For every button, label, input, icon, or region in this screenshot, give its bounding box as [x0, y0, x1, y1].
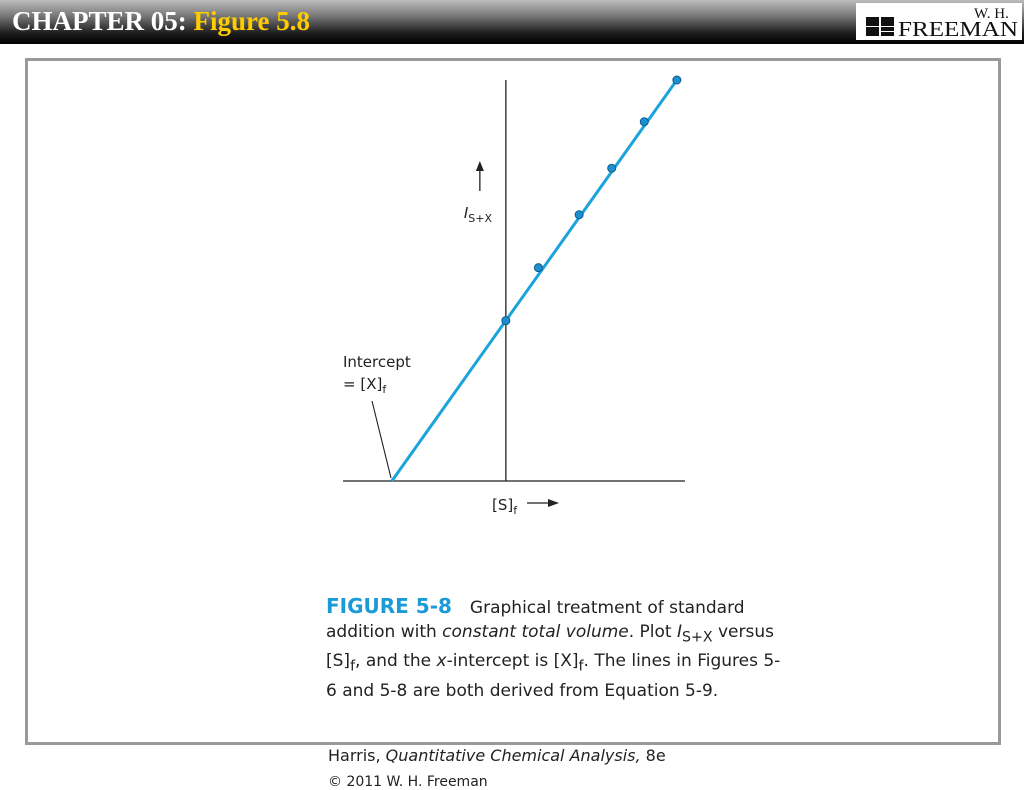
copyright-line: © 2011 W. H. Freeman	[328, 774, 488, 790]
data-point-3	[575, 211, 583, 219]
slide-title	[12, 6, 310, 37]
figure-frame	[25, 58, 1001, 790]
caption-text-5: S+X	[682, 629, 713, 646]
header-bar	[0, 0, 1024, 44]
publisher-logo	[856, 3, 1022, 40]
figure-label: Figure 5.8	[193, 6, 310, 36]
credit-author: Harris,	[328, 746, 386, 765]
caption-text-7: f	[350, 658, 356, 675]
caption-text-1: Graphical treatment of standard addition with	[326, 598, 745, 642]
fit-line	[392, 80, 677, 481]
data-point-4	[608, 164, 616, 172]
credit-book: Quantitative Chemical Analysis,	[385, 746, 641, 765]
intercept-pointer-line	[372, 401, 391, 478]
data-point-5	[640, 118, 648, 126]
y-axis-label: $I_{S+X}$	[463, 204, 493, 225]
data-point-6	[673, 76, 681, 84]
caption-text-4: I	[677, 622, 683, 642]
caption-text-6: versus [S]	[326, 622, 774, 672]
intercept-annotation-line2: = $[X]_f$	[343, 375, 387, 396]
freeman-logo-svg	[856, 3, 1022, 40]
figure-caption	[326, 594, 786, 703]
caption-text-3: . Plot	[628, 622, 677, 642]
caption-text-12: . The lines in Figures 5-6 and 5-8 are both derived from Equation 5-9.	[326, 651, 781, 701]
logo-line2: FREEMAN	[898, 17, 1018, 40]
caption-text-8: , and the	[355, 651, 437, 672]
intercept-annotation-line1: Intercept	[343, 353, 411, 371]
caption-text-11: f	[578, 658, 584, 675]
logo-line1: W. H.	[974, 6, 1009, 22]
credit-line	[328, 746, 666, 765]
y-axis-arrow-head	[476, 161, 484, 171]
chapter-label: CHAPTER 05:	[12, 6, 194, 36]
caption-label: FIGURE 5-8	[326, 594, 452, 618]
caption-text-9: x	[436, 651, 447, 672]
credit-edition: 8e	[640, 746, 666, 765]
x-axis-label: $[S]_f$	[492, 496, 518, 517]
data-point-1	[502, 317, 510, 325]
data-point-2	[534, 264, 542, 272]
x-axis-arrow-head	[548, 499, 559, 507]
caption-text-10: -intercept is [X]	[446, 651, 579, 672]
caption-text-2: constant total volume	[442, 622, 629, 642]
